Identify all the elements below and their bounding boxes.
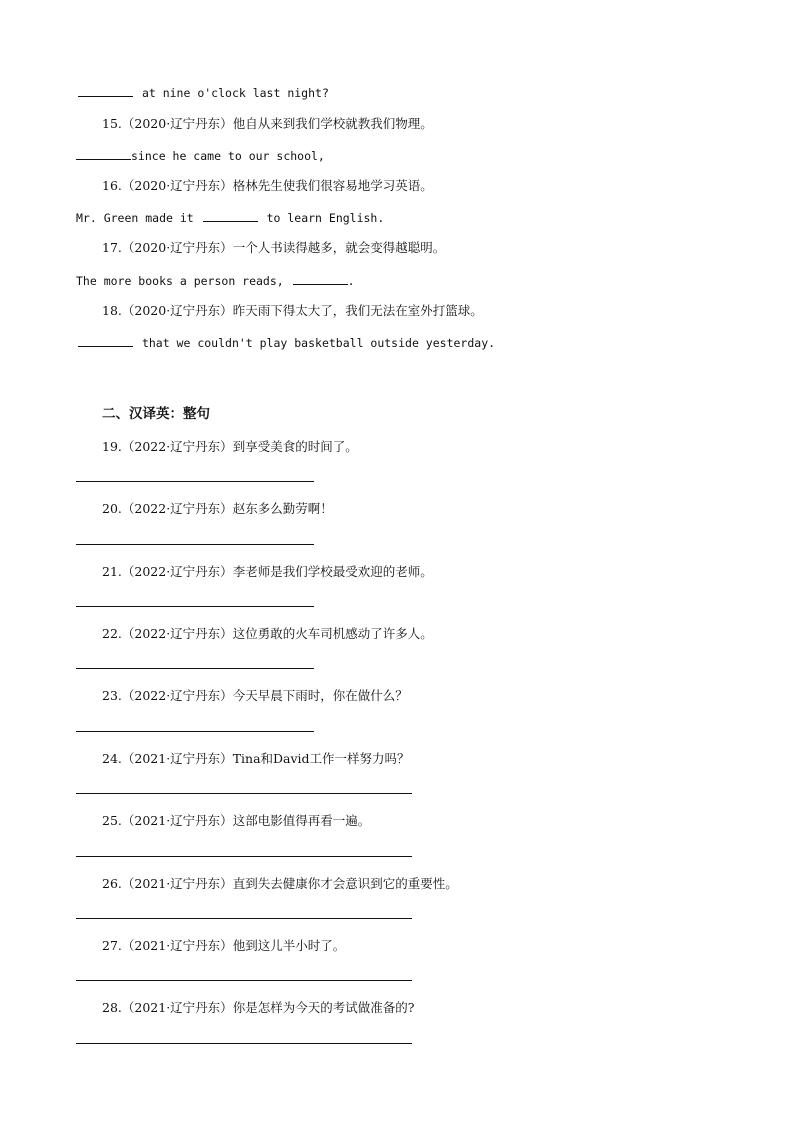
question-23 [102,688,408,704]
answer-line-24[interactable] [76,793,412,794]
q14-answer-tail: at nine o'clock last night? [141,86,329,100]
question-text: 赵东多么勤劳啊！ [232,501,333,516]
question-text: 今天早晨下雨时，你在做什么？ [232,688,408,703]
question-16 [102,178,433,194]
answer-line-22[interactable] [76,668,314,669]
question-number: 28. [102,1000,122,1015]
question-source: （2020·辽宁丹东） [121,116,233,131]
section-title: 二、汉译英：整句 [102,406,210,422]
question-text: 这部电影值得再看一遍。 [232,813,371,828]
question-text: 你是怎样为今天的考试做准备的? [232,1000,415,1015]
question-number: 26. [102,876,122,891]
question-source: （2022·辽宁丹东） [121,501,233,516]
question-number: 21. [102,564,122,579]
question-number: 19. [102,439,122,454]
question-source: （2021·辽宁丹东） [121,813,233,828]
q17-answer-head: The more books a person reads, [76,274,284,288]
question-number: 20. [102,501,122,516]
q18-answer-line [76,334,495,351]
question-source: （2022·辽宁丹东） [121,688,233,703]
question-text: 到享受美食的时间了。 [232,439,358,454]
q18-answer-tail: that we couldn't play basketball outside yesterday. [141,336,496,350]
q15-answer-line [76,147,325,164]
question-source: （2021·辽宁丹东） [121,1000,233,1015]
q16-answer-line [76,209,384,226]
question-28 [102,1000,414,1016]
question-number: 17. [102,240,122,255]
q16-answer-tail: to learn English. [266,211,385,225]
question-source: （2020·辽宁丹东） [121,240,233,255]
question-source: （2020·辽宁丹东） [121,303,233,318]
answer-line-21[interactable] [76,606,314,607]
question-number: 16. [102,178,122,193]
question-number: 15. [102,116,122,131]
q17-answer-line [76,272,355,289]
answer-line-19[interactable] [76,481,314,482]
q17-answer-tail: . [347,274,355,288]
question-source: （2021·辽宁丹东） [121,876,233,891]
question-17 [102,240,445,256]
question-text: 他自从来到我们学校就教我们物理。 [232,116,433,131]
question-source: （2022·辽宁丹东） [121,626,233,641]
question-source: （2022·辽宁丹东） [121,439,233,454]
answer-line-27[interactable] [76,980,412,981]
question-text: 一个人书读得越多，就会变得越聪明。 [232,240,446,255]
question-source: （2020·辽宁丹东） [121,178,233,193]
question-number: 18. [102,303,122,318]
question-18 [102,303,483,319]
answer-blank[interactable] [203,209,258,222]
answer-line-20[interactable] [76,544,314,545]
question-text: 昨天雨下得太大了，我们无法在室外打篮球。 [232,303,483,318]
question-source: （2022·辽宁丹东） [121,564,233,579]
question-text: 李老师是我们学校最受欢迎的老师。 [232,564,433,579]
question-27 [102,938,345,954]
question-19 [102,439,358,455]
question-number: 27. [102,938,122,953]
question-26 [102,876,458,892]
question-15 [102,116,433,132]
question-24 [102,751,410,767]
question-25 [102,813,370,829]
q15-answer-tail: since he came to our school, [131,149,325,163]
question-22 [102,626,433,642]
answer-blank[interactable] [76,147,131,160]
answer-line-26[interactable] [76,918,412,919]
question-number: 25. [102,813,122,828]
answer-blank[interactable] [78,84,133,97]
question-number: 23. [102,688,122,703]
answer-line-25[interactable] [76,856,412,857]
q16-answer-head: Mr. Green made it [76,211,194,225]
question-text: 直到失去健康你才会意识到它的重要性。 [232,876,458,891]
answer-line-28[interactable] [76,1043,412,1044]
question-number: 22. [102,626,122,641]
question-source: （2021·辽宁丹东） [121,751,233,766]
question-text: 他到这儿半小时了。 [232,938,346,953]
question-source: （2021·辽宁丹东） [121,938,233,953]
answer-blank[interactable] [78,334,133,347]
question-21 [102,564,433,580]
question-text: 格林先生使我们很容易地学习英语。 [232,178,433,193]
answer-line-23[interactable] [76,731,314,732]
q14-answer-line [76,84,329,101]
question-text: 这位勇敢的火车司机感动了许多人。 [232,626,433,641]
question-text: Tina和David工作一样努力吗？ [232,751,410,766]
question-number: 24. [102,751,122,766]
question-20 [102,501,333,517]
answer-blank[interactable] [293,272,348,285]
